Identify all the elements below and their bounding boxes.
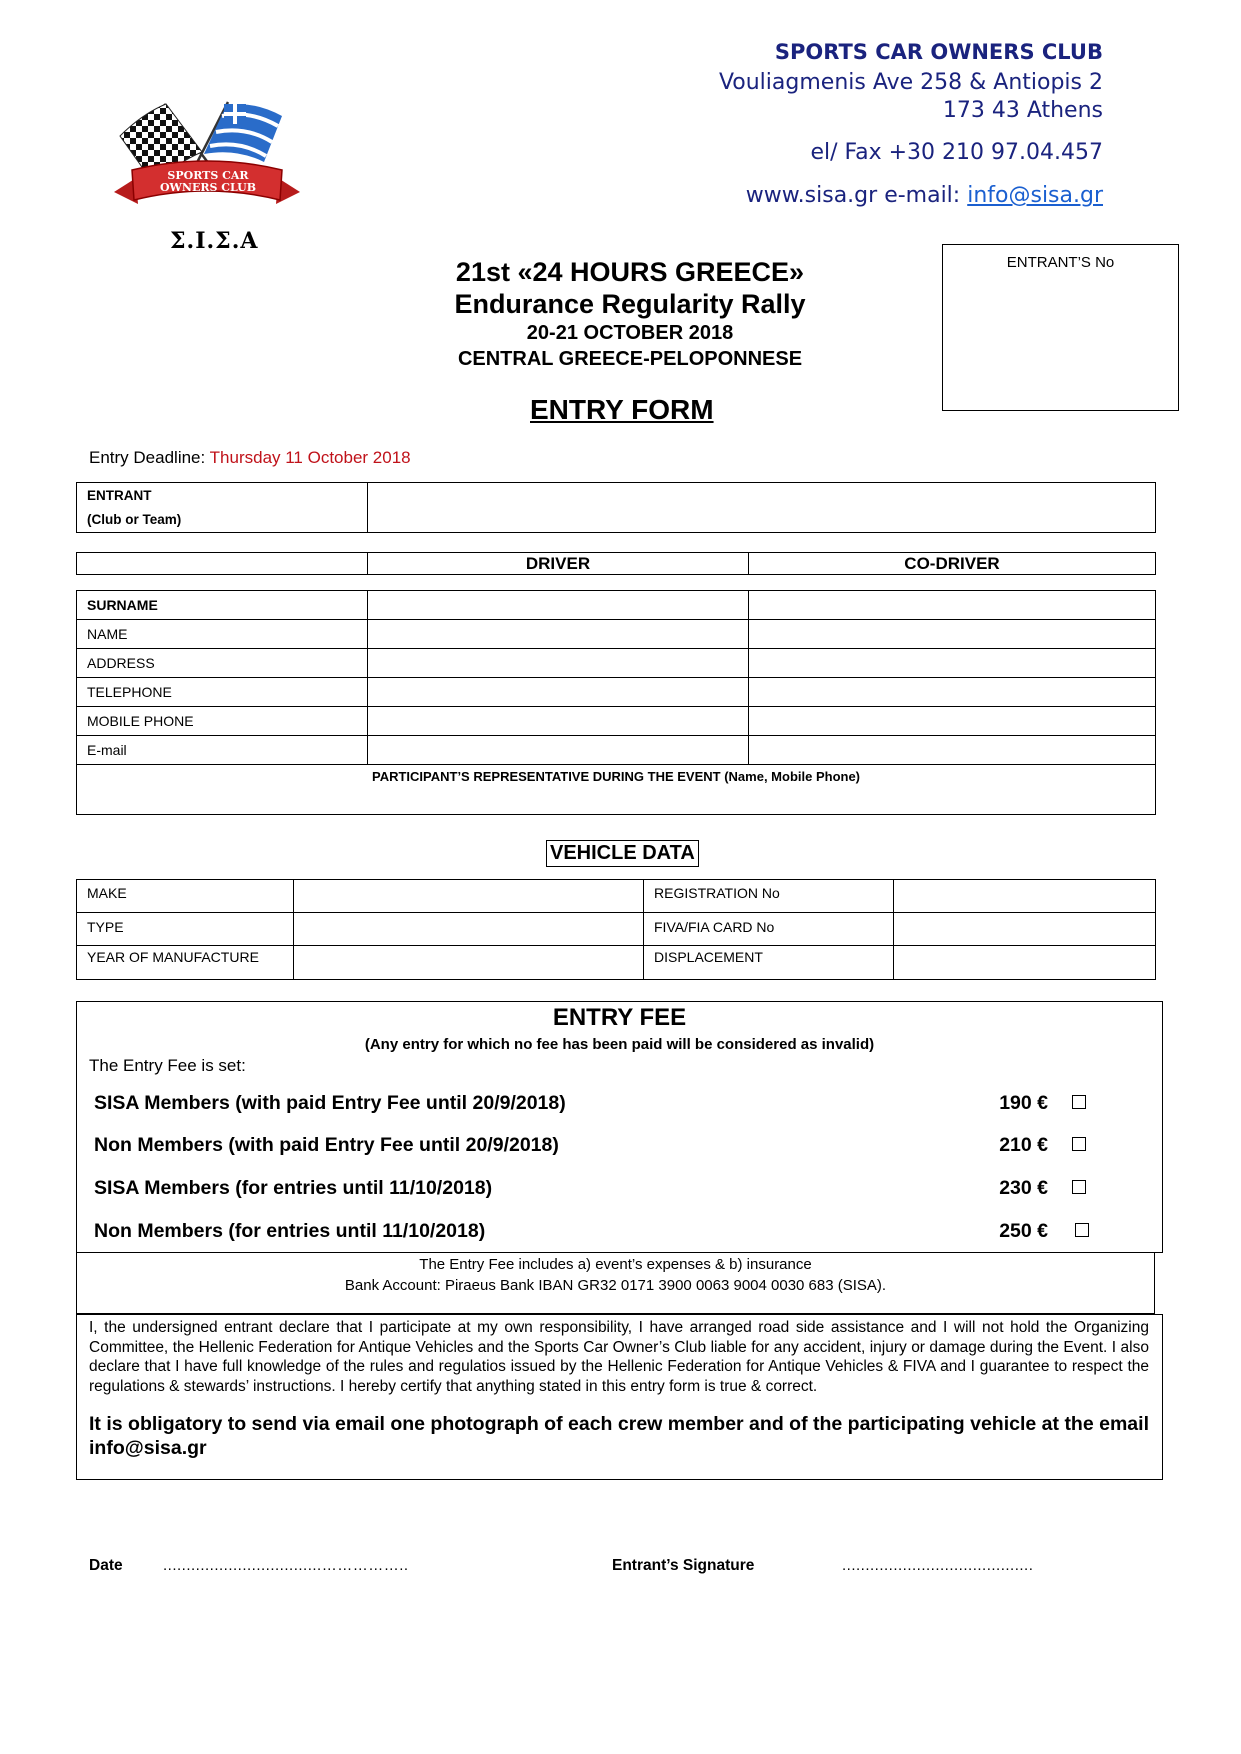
table-row [77, 620, 1156, 649]
fee-option-checkbox[interactable] [1072, 1095, 1086, 1109]
vehicle-field-label: REGISTRATION No [644, 880, 894, 913]
crew-table [76, 590, 1156, 815]
entrant-number-box[interactable] [942, 244, 1179, 411]
club-email-label: e-mail: [884, 183, 961, 208]
club-address-line-1: Vouliagmenis Ave 258 & Antiopis 2 [718, 70, 1103, 95]
vehicle-field-label: DISPLACEMENT [644, 946, 894, 980]
vehicle-registration-field[interactable] [894, 880, 1156, 913]
vehicle-make-field[interactable] [294, 880, 644, 913]
entrant-table [76, 482, 1156, 533]
signature-field[interactable]: ......................................... [842, 1557, 1034, 1574]
club-phone-fax: el/ Fax +30 210 97.04.457 [810, 140, 1103, 165]
table-row [77, 707, 1156, 736]
fee-option-price: 250 € [999, 1220, 1048, 1242]
signature-label: Entrant’s Signature [612, 1557, 755, 1574]
entry-deadline [89, 448, 411, 468]
codriver-email-field[interactable] [749, 736, 1156, 765]
entry-fee-intro: The Entry Fee is set: [89, 1056, 246, 1075]
vehicle-type-field[interactable] [294, 913, 644, 946]
vehicle-fiva-card-field[interactable] [894, 913, 1156, 946]
vehicle-data-title: VEHICLE DATA [546, 840, 699, 867]
logo-banner-text [146, 170, 270, 194]
table-row [77, 880, 1156, 913]
vehicle-field-label: YEAR OF MANUFACTURE [77, 946, 294, 980]
fee-option-checkbox[interactable] [1075, 1223, 1089, 1237]
fee-option-checkbox[interactable] [1072, 1137, 1086, 1151]
table-row [77, 913, 1156, 946]
obligation-text: It is obligatory to send via email one photograph of each crew member and of the participating vehicle at the email info@sisa.gr [89, 1413, 1149, 1459]
driver-address-field[interactable] [368, 649, 749, 678]
logo-banner-line-1: SPORTS CAR [167, 169, 249, 182]
entrant-label: ENTRANT [87, 487, 152, 503]
club-email-link[interactable]: info@sisa.gr [967, 183, 1103, 208]
entry-deadline-value: Thursday 11 October 2018 [209, 448, 411, 467]
club-contact-line [746, 183, 1103, 208]
driver-name-field[interactable] [368, 620, 749, 649]
fee-option-label: Non Members (with paid Entry Fee until 20/9/2018) [94, 1134, 559, 1156]
crew-row-label: SURNAME [77, 591, 368, 620]
logo-banner-line-2: OWNERS CLUB [159, 181, 257, 194]
crew-row-label: TELEPHONE [77, 678, 368, 707]
fee-option-price: 190 € [999, 1092, 1048, 1114]
fee-option-label: SISA Members (for entries until 11/10/2018) [94, 1177, 493, 1199]
codriver-address-field[interactable] [749, 649, 1156, 678]
fee-option-label: Non Members (for entries until 11/10/2018) [94, 1220, 486, 1242]
codriver-surname-field[interactable] [749, 591, 1156, 620]
crew-row-label: E-mail [77, 736, 368, 765]
club-website[interactable]: www.sisa.gr [745, 183, 878, 208]
entrant-sublabel: (Club or Team) [87, 511, 182, 527]
crew-header-empty [77, 553, 368, 575]
club-address-line-2: 173 43 Athens [942, 98, 1103, 123]
table-row [77, 736, 1156, 765]
crew-row-label: NAME [77, 620, 368, 649]
vehicle-field-label: FIVA/FIA CARD No [644, 913, 894, 946]
table-row [77, 946, 1156, 980]
event-region: CENTRAL GREECE-PELOPONNESE [457, 348, 803, 370]
fee-option-price: 210 € [999, 1134, 1048, 1156]
entry-fee-note: (Any entry for which no fee has been paid will be considered as invalid) [364, 1036, 875, 1053]
club-logo [112, 96, 302, 224]
entrant-field[interactable] [368, 483, 1156, 533]
codriver-telephone-field[interactable] [749, 678, 1156, 707]
entry-fee-title: ENTRY FEE [552, 1004, 687, 1031]
vehicle-displacement-field[interactable] [894, 946, 1156, 980]
date-field[interactable]: ..................................…………….. [163, 1557, 409, 1574]
crew-row-label: MOBILE PHONE [77, 707, 368, 736]
driver-mobile-field[interactable] [368, 707, 749, 736]
entrant-number-label: ENTRANT’S No [1006, 254, 1115, 271]
event-dates: 20-21 OCTOBER 2018 [526, 322, 734, 344]
driver-telephone-field[interactable] [368, 678, 749, 707]
entrant-label-cell [77, 483, 368, 533]
codriver-name-field[interactable] [749, 620, 1156, 649]
logo-caption: Σ.Ι.Σ.Α [170, 228, 259, 254]
representative-label: PARTICIPANT’S REPRESENTATIVE DURING THE EVENT (Name, Mobile Phone) [371, 769, 861, 784]
event-title-line-2: Endurance Regularity Rally [454, 289, 806, 319]
table-row [77, 678, 1156, 707]
vehicle-field-label: TYPE [77, 913, 294, 946]
table-row [77, 591, 1156, 620]
form-title: ENTRY FORM [530, 394, 714, 425]
fee-option-price: 230 € [999, 1177, 1048, 1199]
vehicle-table [76, 879, 1156, 980]
driver-email-field[interactable] [368, 736, 749, 765]
driver-surname-field[interactable] [368, 591, 749, 620]
crew-header-table [76, 552, 1156, 575]
declaration-text: I, the undersigned entrant declare that I participate at my own responsibility, I have arranged road side assistance and I will not hold the Organizing Committee, the Hellenic Federation for Antique Vehicles and the Sports Car Owner’s Club liable for any accident, injury or damage during the Event. I also declare that I have full knowledge of the rules and regulatios issued by the Hellenic Federation for Antique Vehicles & FIVA and I guarantee to respect the regulations & stewards’ instructions. I hereby certify that anything stated in this entry form is true & correct. [89, 1319, 1149, 1395]
club-name: SPORTS CAR OWNERS CLUB [774, 40, 1103, 64]
representative-field[interactable] [77, 765, 1156, 815]
bank-account-text: Bank Account: Piraeus Bank IBAN GR32 0171 3900 0063 9004 0030 683 (SISA). [344, 1277, 887, 1294]
fee-option-label: SISA Members (with paid Entry Fee until 20/9/2018) [94, 1092, 566, 1114]
entry-deadline-label: Entry Deadline: [89, 448, 206, 467]
fee-option-checkbox[interactable] [1072, 1180, 1086, 1194]
fee-includes-text: The Entry Fee includes a) event’s expenses & b) insurance [419, 1256, 812, 1273]
logo-flags-icon [112, 96, 302, 224]
vehicle-year-field[interactable] [294, 946, 644, 980]
table-row [77, 649, 1156, 678]
crew-row-label: ADDRESS [77, 649, 368, 678]
event-title-line-1: 21st «24 HOURS GREECE» [455, 257, 805, 287]
table-row [77, 765, 1156, 815]
codriver-header: CO-DRIVER [749, 553, 1156, 575]
vehicle-field-label: MAKE [77, 880, 294, 913]
codriver-mobile-field[interactable] [749, 707, 1156, 736]
driver-header: DRIVER [368, 553, 749, 575]
date-label: Date [89, 1557, 123, 1574]
